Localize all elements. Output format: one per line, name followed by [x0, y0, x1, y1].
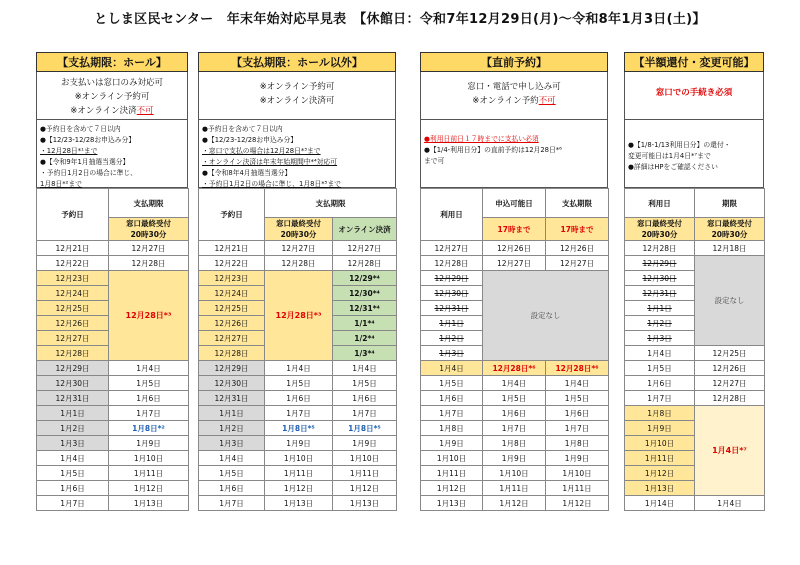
note-line: ・オンライン決済は年末年始期間中*⁴対応可	[202, 158, 338, 166]
table-cell: 12月27日	[199, 331, 265, 346]
table-cell: 12月31日	[199, 391, 265, 406]
col-header: 期限	[695, 189, 765, 218]
note-line: ・12月28日*¹まで	[40, 147, 98, 155]
table-cell: 12月26日	[199, 316, 265, 331]
table-cell: 1月9日	[333, 436, 397, 451]
table-cell: 1月4日	[483, 376, 546, 391]
table-cell: 1月6日	[199, 481, 265, 496]
table-row	[625, 346, 765, 361]
col-subheader: 窓口最終受付 20時30分	[109, 218, 189, 241]
table-row	[421, 406, 609, 421]
note-line: ●【12/23-12/28お申込み分】	[202, 136, 298, 144]
table-row	[37, 361, 189, 376]
table-cell: 12月28日	[265, 256, 333, 271]
table-cell: 1月3日	[199, 436, 265, 451]
merged-deadline: 12月28日*³	[109, 271, 189, 361]
table-cell: 1月8日*⁵	[265, 421, 333, 436]
table-cell: 1月4日	[109, 361, 189, 376]
table-row	[37, 376, 189, 391]
page-title: としま区民センター 年末年始対応早見表 【休館日：令和7年12月29日(月)～令和8年1月3日(土)】	[94, 12, 706, 27]
table-cell: 12月28日	[625, 241, 695, 256]
note-line: ・予約日1月2日の場合に準じ、	[40, 169, 138, 177]
table-cell: 1月6日	[625, 376, 695, 391]
note-line: ●予約日を含めて７日以内	[40, 125, 121, 133]
table-cell: 12/30*⁴	[333, 286, 397, 301]
table-cell: 1月4日	[199, 451, 265, 466]
table-cell: 1月10日	[333, 451, 397, 466]
table-cell: 1月10日	[483, 466, 546, 481]
table-cell: 1月4日	[265, 361, 333, 376]
table-row	[37, 271, 189, 286]
table-row	[421, 241, 609, 256]
table-cell: 1月8日	[483, 436, 546, 451]
col-subheader: 17時まで	[483, 218, 546, 241]
table-cell: 1月8日	[421, 421, 483, 436]
table-cell: 1/1*⁴	[333, 316, 397, 331]
direct-table	[420, 188, 609, 511]
hall-table	[36, 188, 189, 511]
table-cell: 12月31日	[421, 301, 483, 316]
table-row	[37, 421, 189, 436]
note-line: 変更可能日は1月4日*⁷まで	[628, 152, 711, 160]
table-row	[421, 256, 609, 271]
table-cell: 12月25日	[37, 301, 109, 316]
table-cell: 1月4日	[421, 361, 483, 376]
table-cell: 1月9日	[625, 421, 695, 436]
table-cell: 1月11日	[483, 481, 546, 496]
table-cell: 12月31日	[625, 286, 695, 301]
table-cell: 1月13日	[109, 496, 189, 511]
table-cell: 12/29*⁴	[333, 271, 397, 286]
table-cell: 12月23日	[199, 271, 265, 286]
col-subheader: オンライン決済	[333, 218, 397, 241]
table-cell: 12月31日	[37, 391, 109, 406]
table-cell: 12月27日	[421, 241, 483, 256]
table-cell: 1月5日	[199, 466, 265, 481]
table-row	[199, 466, 397, 481]
table-row	[421, 451, 609, 466]
other-info-line: ※オンライン予約可	[259, 82, 335, 92]
table-row	[421, 361, 609, 376]
table-cell: 12月18日	[695, 241, 765, 256]
table-cell: 1月7日	[37, 496, 109, 511]
note-line: ●予約日を含めて７日以内	[202, 125, 283, 133]
table-row	[37, 481, 189, 496]
table-cell: 1月13日	[333, 496, 397, 511]
direct-block	[420, 52, 608, 511]
direct-info-line: 窓口・電話で申し込み可	[467, 82, 561, 92]
table-cell: 12月29日	[37, 361, 109, 376]
other-header: 【支払期限：ホール以外】	[198, 52, 396, 72]
table-cell: 1月3日	[37, 436, 109, 451]
table-cell: 1月7日	[546, 421, 609, 436]
col-subheader: 窓口最終受付 20時30分	[695, 218, 765, 241]
table-cell: 1月6日	[421, 391, 483, 406]
table-cell: 1月9日	[421, 436, 483, 451]
table-row	[199, 451, 397, 466]
table-cell: 1月2日	[37, 421, 109, 436]
table-cell: 12月30日	[199, 376, 265, 391]
note-line: ●【1/8-1/13利用日分】の還付・	[628, 141, 731, 149]
table-cell: 12月22日	[37, 256, 109, 271]
table-cell: 1月4日	[625, 346, 695, 361]
table-cell: 1月11日	[546, 481, 609, 496]
table-cell: 1月6日	[265, 391, 333, 406]
table-row	[199, 271, 397, 286]
table-row	[199, 361, 397, 376]
hall-info-line: ※オンライン決済不可	[70, 106, 154, 116]
table-cell: 1月9日	[265, 436, 333, 451]
table-cell: 1月1日	[625, 301, 695, 316]
refund-notes	[624, 120, 764, 188]
table-row	[421, 436, 609, 451]
table-cell: 1月13日	[625, 481, 695, 496]
table-cell: 1月5日	[37, 466, 109, 481]
table-cell: 12月29日	[625, 256, 695, 271]
table-row	[421, 466, 609, 481]
table-cell: 1月11日	[265, 466, 333, 481]
col-header: 申込可能日	[483, 189, 546, 218]
refund-info-line: 窓口での手続き必須	[655, 88, 733, 98]
other-notes	[198, 120, 396, 188]
table-row	[625, 361, 765, 376]
note-line: ●【12/23-12/28お申込み分】	[40, 136, 136, 144]
table-row	[625, 241, 765, 256]
table-cell: 1/2*⁴	[333, 331, 397, 346]
table-row	[199, 481, 397, 496]
hall-info	[36, 72, 188, 120]
table-row	[37, 256, 189, 271]
table-row	[199, 391, 397, 406]
table-cell: 1月8日*²	[109, 421, 189, 436]
table-row	[199, 241, 397, 256]
table-row	[625, 406, 765, 421]
table-cell: 12月26日	[546, 241, 609, 256]
table-cell: 1月2日	[199, 421, 265, 436]
table-row	[37, 436, 189, 451]
table-cell: 1月7日	[483, 421, 546, 436]
note-line: ●【令和9年1月抽選当選分】	[40, 158, 130, 166]
table-cell: 1月5日	[546, 391, 609, 406]
col-header: 支払期限	[546, 189, 609, 218]
table-cell: 1月6日	[483, 406, 546, 421]
table-cell: 1月3日	[625, 331, 695, 346]
table-cell: 1月12日	[546, 496, 609, 511]
col-subheader: 17時まで	[546, 218, 609, 241]
table-cell: 12月28日	[109, 256, 189, 271]
other-block	[198, 52, 396, 511]
refund-block	[624, 52, 764, 511]
table-row	[625, 256, 765, 271]
direct-info	[420, 72, 608, 120]
table-cell: 12月22日	[199, 256, 265, 271]
merged-none: 設定なし	[483, 271, 609, 361]
table-cell: 1月6日	[333, 391, 397, 406]
table-cell: 1月8日*⁵	[333, 421, 397, 436]
table-cell: 12月30日	[625, 271, 695, 286]
table-row	[37, 406, 189, 421]
table-cell: 1月5日	[109, 376, 189, 391]
table-cell: 12月27日	[483, 256, 546, 271]
table-cell: 1月12日	[421, 481, 483, 496]
table-cell: 12月28日*⁶	[546, 361, 609, 376]
table-row	[421, 271, 609, 286]
col-header: 予約日	[199, 189, 265, 241]
table-cell: 1月10日	[421, 451, 483, 466]
merged-deadline: 12月28日*³	[265, 271, 333, 361]
table-cell: 1月11日	[333, 466, 397, 481]
table-cell: 12月27日	[546, 256, 609, 271]
refund-header: 【半額還付・変更可能】	[624, 52, 764, 72]
table-row	[37, 241, 189, 256]
table-cell: 1月4日	[695, 496, 765, 511]
direct-notes	[420, 120, 608, 188]
table-cell: 1月12日	[265, 481, 333, 496]
table-row	[37, 466, 189, 481]
table-cell: 1月7日	[109, 406, 189, 421]
table-cell: 1月1日	[37, 406, 109, 421]
table-cell: 12月27日	[37, 331, 109, 346]
hall-info-line: ※オンライン予約可	[74, 92, 150, 102]
table-cell: 1月5日	[421, 376, 483, 391]
note-line: ●【令和8年4月抽選当選分】	[202, 169, 292, 177]
table-cell: 1月7日	[199, 496, 265, 511]
table-cell: 1月13日	[265, 496, 333, 511]
table-row	[421, 376, 609, 391]
table-cell: 1月10日	[625, 436, 695, 451]
table-cell: 1月8日	[546, 436, 609, 451]
refund-table	[624, 188, 765, 511]
table-cell: 1月11日	[625, 451, 695, 466]
table-cell: 1月5日	[483, 391, 546, 406]
col-header: 利用日	[625, 189, 695, 218]
table-cell: 1月1日	[199, 406, 265, 421]
col-header: 支払期限	[265, 189, 397, 218]
note-line: ・予約日1月2日の場合に準じ、1月8日*⁵まで	[202, 180, 341, 188]
table-cell: 12月25日	[199, 301, 265, 316]
table-cell: 12月28日	[421, 256, 483, 271]
table-cell: 12月27日	[265, 241, 333, 256]
hall-block	[36, 52, 188, 511]
table-row	[199, 436, 397, 451]
table-row	[625, 391, 765, 406]
table-cell: 1月7日	[421, 406, 483, 421]
table-row	[199, 496, 397, 511]
table-cell: 1月11日	[109, 466, 189, 481]
note-line: ●利用日前日１７時までに支払い必須	[424, 135, 539, 143]
table-row	[421, 391, 609, 406]
table-cell: 12月23日	[37, 271, 109, 286]
direct-info-line: ※オンライン予約不可	[472, 96, 556, 106]
table-cell: 12月28日	[37, 346, 109, 361]
table-row	[37, 391, 189, 406]
table-cell: 1月13日	[421, 496, 483, 511]
table-cell: 12月28日	[199, 346, 265, 361]
table-cell: 1月2日	[625, 316, 695, 331]
table-row	[625, 496, 765, 511]
table-cell: 1月9日	[483, 451, 546, 466]
table-cell: 1月10日	[265, 451, 333, 466]
table-cell: 1月12日	[333, 481, 397, 496]
table-row	[199, 256, 397, 271]
merged-none: 設定なし	[695, 256, 765, 346]
table-row	[421, 421, 609, 436]
table-cell: 1月2日	[421, 331, 483, 346]
note-line: ●詳細はHPをご確認ください	[628, 163, 718, 171]
table-cell: 1月12日	[109, 481, 189, 496]
table-cell: 1/3*⁴	[333, 346, 397, 361]
table-cell: 1月9日	[109, 436, 189, 451]
table-cell: 1月7日	[333, 406, 397, 421]
table-cell: 12月27日	[695, 376, 765, 391]
col-header: 利用日	[421, 189, 483, 241]
other-info	[198, 72, 396, 120]
table-cell: 12月30日	[37, 376, 109, 391]
table-row	[37, 451, 189, 466]
note-line: 1月8日*²まで	[40, 180, 82, 188]
col-header: 支払期限	[109, 189, 189, 218]
table-cell: 1月10日	[109, 451, 189, 466]
table-cell: 1月6日	[109, 391, 189, 406]
table-cell: 1月5日	[265, 376, 333, 391]
table-cell: 1月4日	[546, 376, 609, 391]
merged-deadline: 1月4日*⁷	[695, 406, 765, 496]
table-cell: 1月6日	[37, 481, 109, 496]
other-info-line: ※オンライン決済可	[259, 96, 335, 106]
table-row	[37, 496, 189, 511]
table-cell: 1月5日	[625, 361, 695, 376]
table-row	[421, 481, 609, 496]
hall-info-line: お支払いは窓口のみ対応可	[60, 78, 163, 88]
table-row	[199, 406, 397, 421]
table-cell: 1月10日	[546, 466, 609, 481]
table-row	[625, 376, 765, 391]
table-row	[421, 496, 609, 511]
table-cell: 12月30日	[421, 286, 483, 301]
table-cell: 12月28日	[695, 391, 765, 406]
table-cell: 1月5日	[333, 376, 397, 391]
table-cell: 1月3日	[421, 346, 483, 361]
table-cell: 12月26日	[37, 316, 109, 331]
direct-header: 【直前予約】	[420, 52, 608, 72]
table-cell: 1月11日	[421, 466, 483, 481]
col-header: 予約日	[37, 189, 109, 241]
col-subheader: 窓口最終受付 20時30分	[625, 218, 695, 241]
hall-notes	[36, 120, 188, 188]
table-cell: 12月25日	[695, 346, 765, 361]
table-cell: 1月7日	[265, 406, 333, 421]
table-cell: 12月24日	[37, 286, 109, 301]
table-cell: 1月4日	[37, 451, 109, 466]
table-cell: 12月27日	[333, 241, 397, 256]
table-cell: 1月4日	[333, 361, 397, 376]
table-cell: 12月26日	[695, 361, 765, 376]
table-cell: 12月26日	[483, 241, 546, 256]
table-cell: 12/31*⁴	[333, 301, 397, 316]
table-row	[199, 376, 397, 391]
table-cell: 1月12日	[625, 466, 695, 481]
table-cell: 12月24日	[199, 286, 265, 301]
table-cell: 1月6日	[546, 406, 609, 421]
other-table	[198, 188, 397, 511]
table-cell: 1月14日	[625, 496, 695, 511]
table-cell: 1月7日	[625, 391, 695, 406]
table-cell: 12月28日	[333, 256, 397, 271]
note-line: ●【1/4-利用日分】の直前予約は12月28日*⁶	[424, 146, 562, 154]
note-line: まで可	[424, 157, 445, 165]
table-cell: 12月29日	[421, 271, 483, 286]
table-cell: 1月12日	[483, 496, 546, 511]
col-subheader: 窓口最終受付 20時30分	[265, 218, 333, 241]
table-cell: 12月28日*⁶	[483, 361, 546, 376]
table-cell: 1月1日	[421, 316, 483, 331]
refund-info	[624, 72, 764, 120]
table-cell: 12月27日	[109, 241, 189, 256]
table-cell: 12月29日	[199, 361, 265, 376]
table-cell: 12月21日	[199, 241, 265, 256]
table-cell: 1月9日	[546, 451, 609, 466]
table-row	[199, 421, 397, 436]
table-cell: 12月21日	[37, 241, 109, 256]
table-cell: 1月8日	[625, 406, 695, 421]
note-line: ・窓口で支払の場合は12月28日*³まで	[202, 147, 321, 155]
hall-header: 【支払期限：ホール】	[36, 52, 188, 72]
